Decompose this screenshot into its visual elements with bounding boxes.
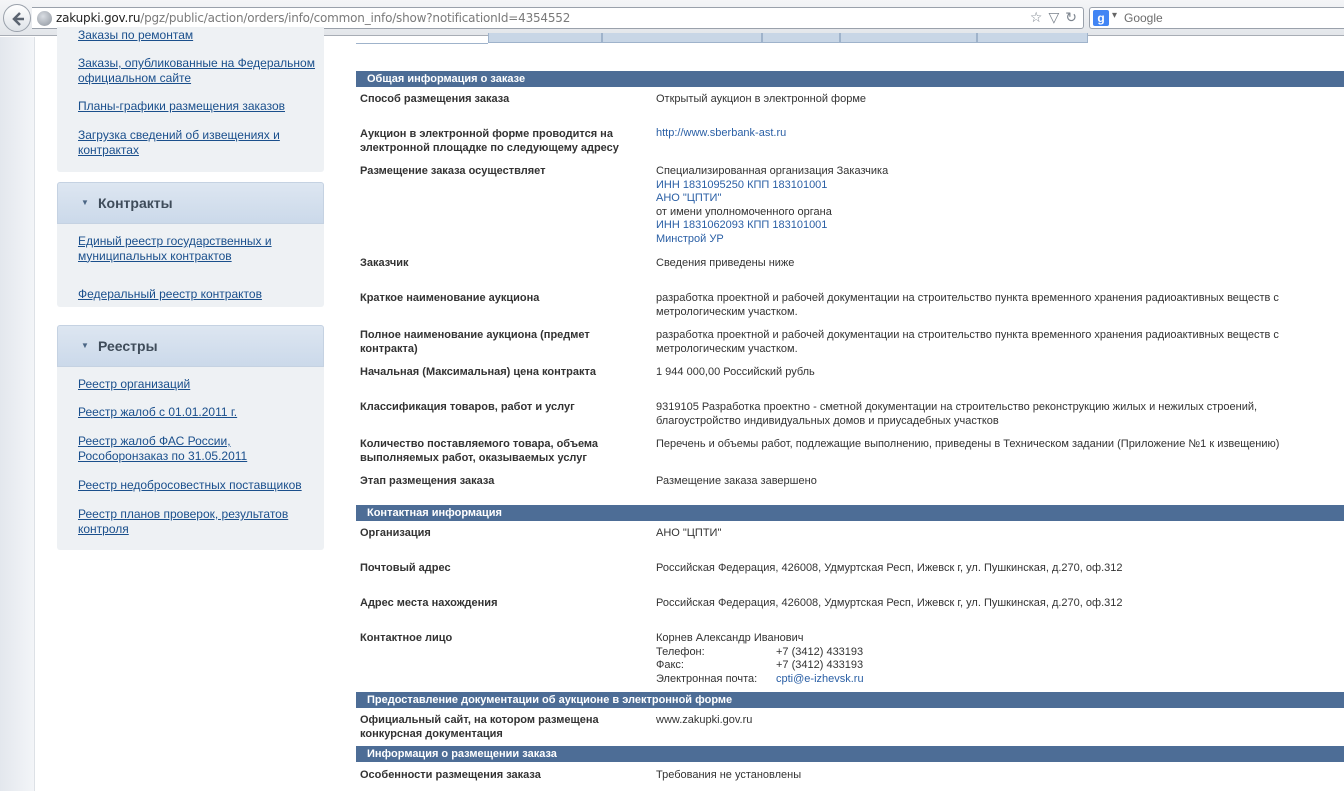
sidebar-link-fas-complaints[interactable]: Реестр жалоб ФАС России, Рособоронзаказ по 31.05.2011 bbox=[78, 434, 248, 463]
stage-label: Этап размещения заказа bbox=[360, 475, 495, 487]
stage-value: Размещение заказа завершено bbox=[656, 475, 817, 487]
placement-line-link[interactable]: АНО "ЦПТИ" bbox=[656, 192, 722, 204]
sidebar-section-title: Контракты bbox=[98, 195, 173, 211]
phone-label: Телефон: bbox=[656, 645, 705, 658]
tab-contract-info[interactable] bbox=[840, 33, 977, 43]
full-name-value: разработка проектной и рабочей документации на строительство пункта временного хранения радиоактивных веществ с метрологическим участком. bbox=[656, 329, 1279, 355]
url-path: /pgz/public/action/orders/info/common_info/show?notificationId=4354552 bbox=[140, 11, 571, 25]
placement-line: Специализированная организация Заказчика bbox=[656, 165, 889, 177]
email-label: Электронная почта: bbox=[656, 672, 758, 685]
docs-site-label: Официальный сайт, на котором размещена конкурсная документация bbox=[360, 714, 599, 740]
history-dropdown-icon[interactable]: ▽ bbox=[1048, 9, 1060, 25]
sidebar-link-unified-registry[interactable]: Единый реестр государственных и муниципальных контрактов bbox=[78, 234, 272, 263]
postal-label: Почтовый адрес bbox=[360, 562, 451, 574]
sidebar-link-unfair-suppliers[interactable]: Реестр недобросовестных поставщиков bbox=[78, 478, 302, 492]
section-documentation: Предоставление документации об аукционе в электронной форме bbox=[356, 692, 1344, 708]
customer-label: Заказчик bbox=[360, 257, 409, 269]
url-host: zakupki.gov.ru bbox=[56, 11, 141, 25]
location-value: Российская Федерация, 426008, Удмуртская Респ, Ижевск г, ул. Пушкинская, д.270, оф.312 bbox=[656, 597, 1123, 609]
search-bar[interactable] bbox=[1089, 7, 1344, 29]
section-contact-info: Контактная информация bbox=[356, 505, 1344, 521]
placement-value bbox=[656, 165, 1316, 246]
reload-icon[interactable]: ↻ bbox=[1065, 9, 1077, 25]
location-label: Адрес места нахождения bbox=[360, 597, 498, 609]
platform-link[interactable]: http://www.sberbank-ast.ru bbox=[656, 127, 787, 139]
bookmark-star-icon[interactable]: ☆ bbox=[1029, 9, 1043, 25]
search-input[interactable]: Google bbox=[1124, 11, 1163, 25]
fax-label: Факс: bbox=[656, 659, 684, 671]
sidebar-link-repair-orders[interactable]: Заказы по ремонтам bbox=[78, 28, 194, 42]
sidebar-link-upload-notices[interactable]: Загрузка сведений об извещениях и контрактах bbox=[78, 128, 280, 157]
person-label: Контактное лицо bbox=[360, 632, 453, 644]
site-identity-icon[interactable] bbox=[37, 11, 52, 26]
docs-site-value: www.zakupki.gov.ru bbox=[656, 714, 753, 726]
price-value: 1 944 000,00 Российский рубль bbox=[656, 366, 815, 378]
sidebar-link-federal-registry[interactable]: Федеральный реестр контрактов bbox=[78, 287, 262, 301]
section-placement-info: Информация о размещении заказа bbox=[356, 746, 1344, 762]
org-label: Организация bbox=[360, 527, 431, 539]
sidebar-registries-body bbox=[57, 367, 324, 550]
search-engine-dropdown-icon[interactable]: ▾ bbox=[1112, 10, 1118, 21]
back-arrow-icon bbox=[10, 11, 26, 27]
placement-line: от имени уполномоченного органа bbox=[656, 205, 832, 218]
person-value bbox=[656, 632, 1316, 686]
sidebar-section-registries[interactable] bbox=[57, 325, 324, 367]
quantity-label: Количество поставляемого товара, объема выполняемых работ, оказываемых услуг bbox=[360, 438, 599, 464]
platform-label: Аукцион в электронной форме проводится на электронной площадке по следующему адресу bbox=[360, 128, 619, 154]
tab-changes[interactable] bbox=[602, 33, 762, 43]
short-name-label: Краткое наименование аукциона bbox=[360, 292, 540, 304]
section-general-info: Общая информация о заказе bbox=[356, 71, 1344, 87]
google-icon[interactable]: g bbox=[1093, 10, 1109, 26]
placement-line-link[interactable]: ИНН 1831062093 КПП 183101001 bbox=[656, 219, 828, 231]
customer-value: Сведения приведены ниже bbox=[656, 257, 795, 269]
url-bar[interactable] bbox=[32, 7, 1084, 29]
tab-underline bbox=[356, 43, 488, 44]
classification-label: Классификация товаров, работ и услуг bbox=[360, 401, 575, 413]
postal-value: Российская Федерация, 426008, Удмуртская Респ, Ижевск г, ул. Пушкинская, д.270, оф.312 bbox=[656, 562, 1123, 574]
collapse-arrow-icon: ▼ bbox=[81, 341, 89, 350]
org-value: АНО "ЦПТИ" bbox=[656, 527, 722, 539]
price-label: Начальная (Максимальная) цена контракта bbox=[360, 366, 597, 378]
tab-protocols[interactable] bbox=[762, 33, 840, 43]
back-button[interactable] bbox=[3, 4, 31, 32]
method-value: Открытый аукцион в электронной форме bbox=[656, 93, 867, 105]
url-text[interactable] bbox=[56, 11, 570, 25]
features-label: Особенности размещения заказа bbox=[360, 769, 541, 781]
quantity-value: Перечень и объемы работ, подлежащие выполнению, приведены в Техническом задании (Приложение №1 к извещению) bbox=[656, 438, 1280, 450]
email-link[interactable]: cpti@e-izhevsk.ru bbox=[776, 672, 864, 685]
sidebar-link-inspection-plans[interactable]: Реестр планов проверок, результатов контроля bbox=[78, 507, 289, 536]
sidebar-link-org-registry[interactable]: Реестр организаций bbox=[78, 377, 191, 391]
full-name-label: Полное наименование аукциона (предмет контракта) bbox=[360, 329, 590, 355]
fax-value: +7 (3412) 433193 bbox=[776, 659, 864, 671]
phone-value: +7 (3412) 433193 bbox=[776, 645, 864, 658]
sidebar-orders-box bbox=[57, 27, 324, 172]
sidebar-link-plan-schedules[interactable]: Планы-графики размещения заказов bbox=[78, 99, 285, 113]
placement-line-link[interactable]: Минстрой УР bbox=[656, 232, 724, 245]
placement-line-link[interactable]: ИНН 1831095250 КПП 183101001 bbox=[656, 178, 828, 191]
sidebar-link-complaints-registry[interactable]: Реестр жалоб с 01.01.2011 г. bbox=[78, 405, 238, 419]
classification-value: 9319105 Разработка проектно - сметной документации на строительство реконструкцию жилых и нежилых строений, благоустройство индивидуальных домов и приусадебных участков bbox=[656, 401, 1258, 427]
sidebar-section-title: Реестры bbox=[98, 338, 158, 354]
short-name-value: разработка проектной и рабочей документации на строительство пункта временного хранения радиоактивных веществ с метрологическим участком. bbox=[656, 292, 1279, 318]
page-content bbox=[0, 28, 1344, 791]
sidebar-link-federal-orders[interactable]: Заказы, опубликованные на Федеральном официальном сайте bbox=[78, 56, 315, 85]
left-gutter bbox=[0, 37, 35, 791]
sidebar-section-contracts[interactable] bbox=[57, 182, 324, 224]
tab-documents[interactable] bbox=[488, 33, 602, 43]
method-label: Способ размещения заказа bbox=[360, 93, 510, 105]
features-value: Требования не установлены bbox=[656, 769, 802, 781]
collapse-arrow-icon: ▼ bbox=[81, 198, 89, 207]
person-name: Корнев Александр Иванович bbox=[656, 632, 804, 644]
placement-label: Размещение заказа осуществляет bbox=[360, 165, 546, 177]
sidebar-contracts-body bbox=[57, 224, 324, 307]
tab-event-log[interactable] bbox=[977, 33, 1088, 43]
